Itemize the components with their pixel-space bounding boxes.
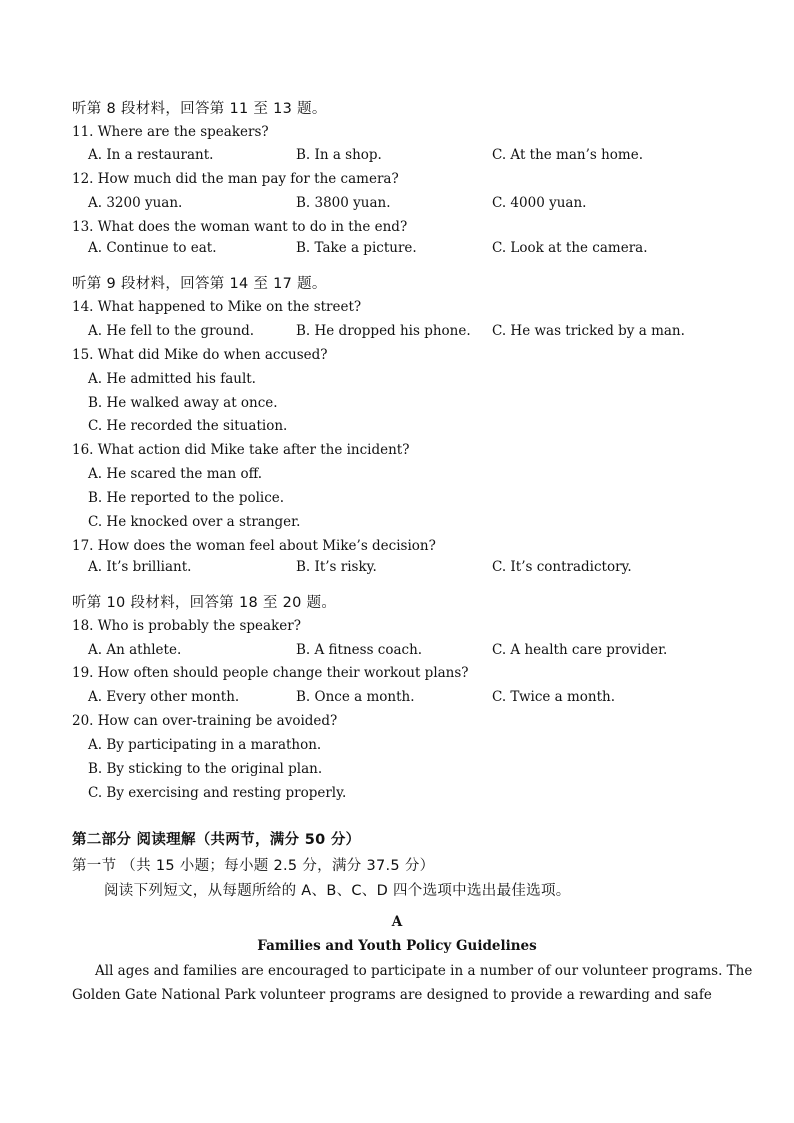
q16-option-c: C. He knocked over a stranger. <box>88 514 301 530</box>
q13-option-a: A. Continue to eat. <box>88 240 217 256</box>
q17-option-b: B. It’s risky. <box>296 559 377 575</box>
q11-option-a: A. In a restaurant. <box>88 147 214 163</box>
q16-option-b: B. He reported to the police. <box>88 490 285 506</box>
q12-option-c: C. 4000 yuan. <box>492 195 587 211</box>
question-13: 13. What does the woman want to do in the end? <box>72 219 408 235</box>
question-18: 18. Who is probably the speaker? <box>72 618 301 634</box>
q18-option-b: B. A fitness coach. <box>296 642 423 658</box>
passage-line-1: All ages and families are encouraged to participate in a number of our volunteer programs. The <box>95 963 753 979</box>
q14-option-b: B. He dropped his phone. <box>296 323 471 339</box>
q12-option-b: B. 3800 yuan. <box>296 195 391 211</box>
q15-option-b: B. He walked away at once. <box>88 395 278 411</box>
q12-option-a: A. 3200 yuan. <box>88 195 183 211</box>
q17-option-c: C. It’s contradictory. <box>492 559 632 575</box>
q13-option-c: C. Look at the camera. <box>492 240 648 256</box>
question-12: 12. How much did the man pay for the camera? <box>72 171 399 187</box>
q13-option-b: B. Take a picture. <box>296 240 417 256</box>
question-17: 17. How does the woman feel about Mike’s decision? <box>72 538 436 554</box>
q17-option-a: A. It’s brilliant. <box>88 559 192 575</box>
question-16: 16. What action did Mike take after the incident? <box>72 442 410 458</box>
q11-option-b: B. In a shop. <box>296 147 382 163</box>
section-1-title: 第一节 （共 15 小题；每小题 2.5 分，满分 37.5 分） <box>72 858 435 874</box>
question-14: 14. What happened to Mike on the street? <box>72 299 362 315</box>
passage-letter: A <box>391 914 403 930</box>
q19-option-a: A. Every other month. <box>88 689 240 705</box>
section-8-header: 听第 8 段材料，回答第 11 至 13 题。 <box>72 101 327 117</box>
q19-option-b: B. Once a month. <box>296 689 415 705</box>
section-10-header: 听第 10 段材料，回答第 18 至 20 题。 <box>72 595 337 611</box>
part-2-title: 第二部分 阅读理解（共两节，满分 50 分） <box>72 832 361 848</box>
q20-option-c: C. By exercising and resting properly. <box>88 785 347 801</box>
q15-option-c: C. He recorded the situation. <box>88 418 288 434</box>
q14-option-c: C. He was tricked by a man. <box>492 323 685 339</box>
q20-option-a: A. By participating in a marathon. <box>88 737 322 753</box>
passage-line-2: Golden Gate National Park volunteer programs are designed to provide a rewarding and safe <box>72 987 712 1003</box>
question-15: 15. What did Mike do when accused? <box>72 347 328 363</box>
q11-option-c: C. At the man’s home. <box>492 147 644 163</box>
q19-option-c: C. Twice a month. <box>492 689 616 705</box>
q14-option-a: A. He fell to the ground. <box>88 323 255 339</box>
reading-instruction: 阅读下列短文，从每题所给的 A、B、C、D 四个选项中选出最佳选项。 <box>104 883 571 899</box>
q18-option-c: C. A health care provider. <box>492 642 668 658</box>
q18-option-a: A. An athlete. <box>88 642 182 658</box>
section-9-header: 听第 9 段材料，回答第 14 至 17 题。 <box>72 276 327 292</box>
q20-option-b: B. By sticking to the original plan. <box>88 761 323 777</box>
question-20: 20. How can over-training be avoided? <box>72 713 338 729</box>
question-19: 19. How often should people change their workout plans? <box>72 665 469 681</box>
q15-option-a: A. He admitted his fault. <box>88 371 256 387</box>
question-11: 11. Where are the speakers? <box>72 124 269 140</box>
passage-title: Families and Youth Policy Guidelines <box>257 938 537 954</box>
q16-option-a: A. He scared the man off. <box>88 466 263 482</box>
